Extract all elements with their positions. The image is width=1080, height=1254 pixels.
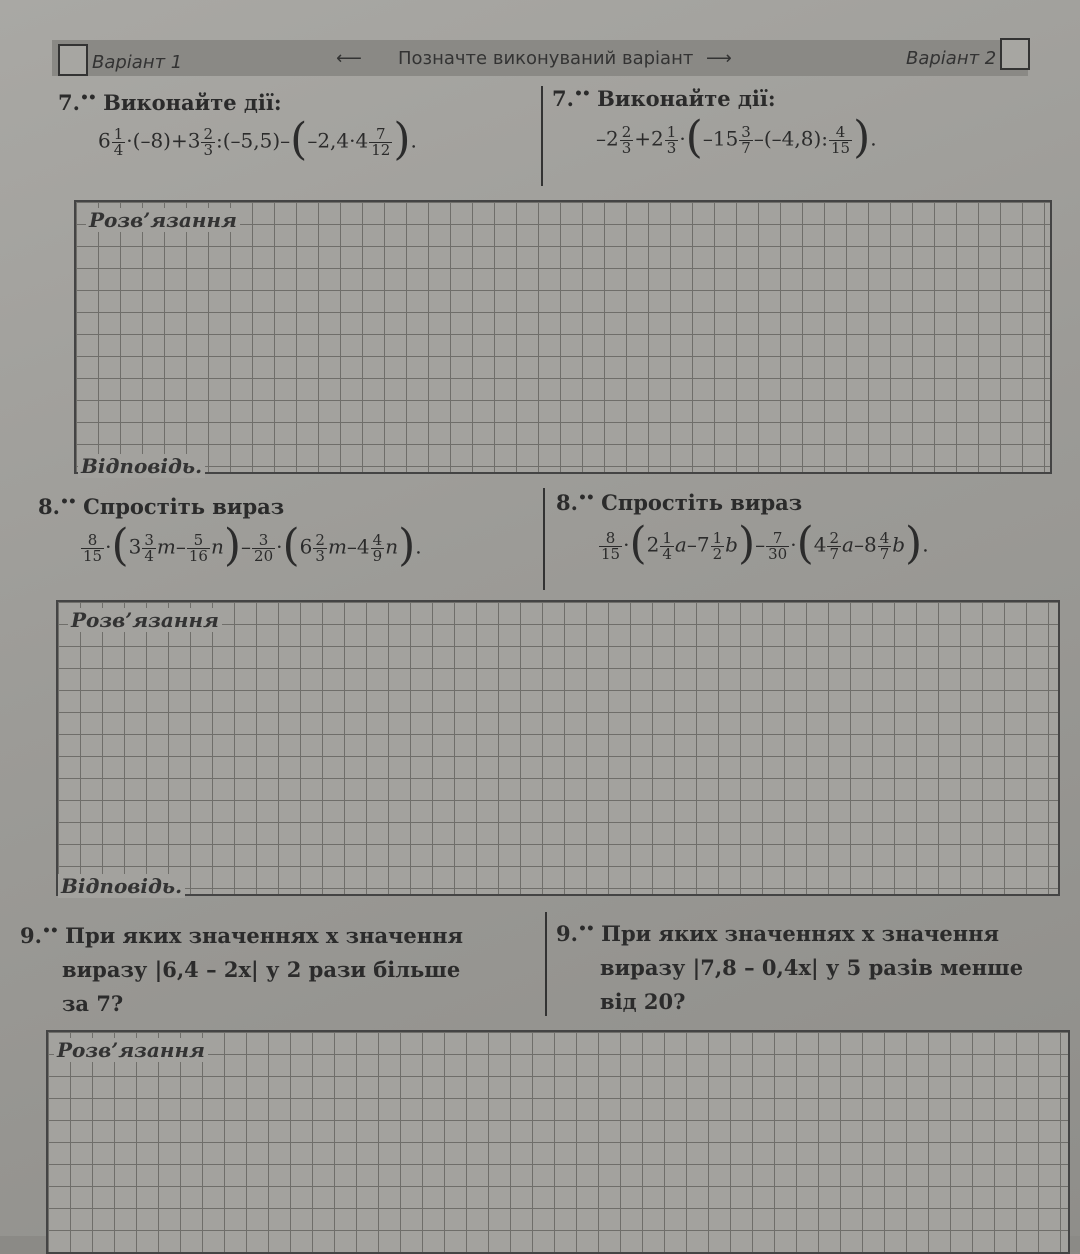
variant-instruction: Позначте виконуваний варіант — [398, 48, 694, 69]
task9-solution-grid[interactable] — [46, 1030, 1070, 1254]
task7-expression-v2: –2 $\frac{2}{3}$ +2 $\frac{1}{3}$ ·(–15 $\frac{3}{7}$ –(–4,8): $\frac{4}{15}$ ). — [596, 112, 877, 163]
task7-expression-v1: 6 $\frac{1}{4}$ ·(–8)+3 $\frac{2}{3}$ :(–5,5)–(–2,4·4 $\frac{7}{12}$ ). — [98, 114, 417, 165]
arrow-right-icon: ⟶ — [706, 48, 732, 69]
task8-solution-label: Розв’язання — [68, 608, 222, 632]
column-divider — [543, 488, 545, 590]
variant1-checkbox[interactable] — [58, 44, 88, 76]
column-divider — [545, 912, 547, 1016]
task9-question-v1: 9.•• При яких значеннях x значення виразу |6,4 – 2x| у 2 рази більше за 7? — [20, 923, 464, 1016]
variant2-checkbox[interactable] — [1000, 38, 1030, 70]
task7-solution-grid[interactable] — [74, 200, 1052, 474]
task8-title-v2: 8.•• Спростіть вираз — [556, 490, 803, 515]
task8-solution-grid[interactable] — [56, 600, 1060, 896]
task7-answer-label: Відповідь. — [78, 454, 205, 478]
task8-answer-label: Відповідь. — [58, 874, 185, 898]
task7-title-v2: 7.•• Виконайте дії: — [552, 86, 776, 111]
task8-expression-v2: $\frac{8}{15}$ ·(2 $\frac{1}{4}$ a–7 $\frac{1}{2}$ b)– $\frac{7}{30}$ ·(4 $\frac{2}{7}$ a–8 $\frac{4}{7}$ b). — [601, 518, 929, 569]
task9-solution-label: Розв’язання — [54, 1038, 208, 1062]
task7-solution-label: Розв’язання — [86, 208, 240, 232]
task7-title-v1: 7.•• Виконайте дії: — [58, 90, 282, 115]
variant2-label: Варіант 2 — [906, 48, 997, 69]
task8-title-v1: 8.•• Спростіть вираз — [38, 494, 285, 519]
arrow-left-icon: ⟵ — [336, 48, 362, 69]
variant1-label: Варіант 1 — [92, 52, 183, 73]
task8-expression-v1: $\frac{8}{15}$ ·(3 $\frac{3}{4}$ m– $\frac{5}{16}$ n)– $\frac{3}{20}$ ·(6 $\frac{2}{3}$ m–4 $\frac{4}{9}$ n). — [83, 520, 422, 571]
column-divider — [541, 86, 543, 186]
task9-question-v2: 9.•• При яких значеннях x значення виразу |7,8 – 0,4x| у 5 разів менше від 20? — [556, 921, 1024, 1014]
